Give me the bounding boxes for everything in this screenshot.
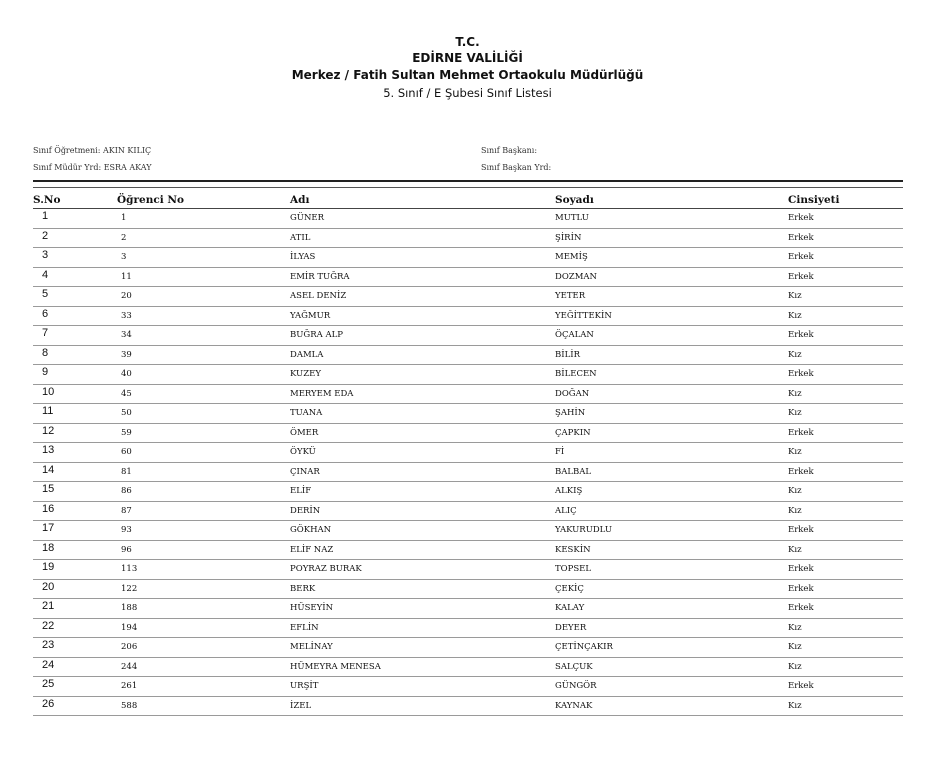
- cell-gender: Erkek: [788, 564, 814, 574]
- cell-student-no: 20: [121, 291, 132, 301]
- cell-student-no: 11: [121, 271, 132, 282]
- cell-name: EMİR TUĞRA: [290, 271, 350, 282]
- table-row: [0, 424, 935, 444]
- cell-name: DERİN: [290, 505, 321, 516]
- cell-gender: Kız: [788, 310, 802, 321]
- cell-student-no: 113: [121, 564, 138, 574]
- cell-surname: ÇEKİÇ: [555, 583, 584, 594]
- table-row: [0, 658, 935, 678]
- cell-name: ELİF NAZ: [290, 544, 334, 555]
- cell-surname: ŞİRİN: [555, 232, 582, 243]
- cell-sno: 12: [42, 424, 55, 437]
- cell-surname: GÜNGÖR: [555, 681, 597, 691]
- cell-surname: BİLİR: [555, 349, 581, 360]
- cell-surname: YEĞİTTEKİN: [555, 310, 612, 321]
- cell-sno: 2: [42, 229, 49, 242]
- cell-sno: 3: [42, 249, 49, 261]
- cell-sno: 24: [42, 658, 55, 671]
- table-row: [0, 677, 935, 697]
- table-row: [0, 443, 935, 463]
- cell-sno: 19: [42, 561, 55, 573]
- meta-vice-principal: Sınıf Müdür Yrd: ESRA AKAY: [33, 163, 152, 172]
- cell-student-no: 96: [121, 544, 132, 555]
- cell-gender: Kız: [788, 349, 802, 360]
- cell-sno: 11: [42, 405, 54, 417]
- cell-gender: Erkek: [788, 603, 814, 613]
- cell-student-no: 122: [121, 583, 138, 594]
- cell-sno: 14: [42, 463, 55, 476]
- cell-surname: ÇETİNÇAKIR: [555, 642, 613, 652]
- cell-name: ÇINAR: [290, 466, 320, 477]
- cell-surname: ÖÇALAN: [555, 330, 594, 340]
- header-tc: T.C.: [455, 35, 480, 49]
- cell-name: ASEL DENİZ: [290, 291, 347, 301]
- cell-student-no: 45: [121, 388, 132, 399]
- cell-student-no: 33: [121, 310, 132, 321]
- cell-name: KUZEY: [290, 369, 321, 379]
- cell-sno: 1: [42, 210, 49, 222]
- table-row: [0, 482, 935, 502]
- table-row: [0, 385, 935, 405]
- cell-surname: Fİ: [555, 447, 565, 457]
- cell-surname: ALKIŞ: [555, 486, 583, 496]
- cell-student-no: 588: [121, 700, 138, 711]
- cell-surname: TOPSEL: [555, 564, 592, 574]
- cell-gender: Erkek: [788, 330, 814, 340]
- cell-gender: Erkek: [788, 525, 814, 535]
- table-row: [0, 502, 935, 522]
- header-class-list-title: 5. Sınıf / E Şubesi Sınıf Listesi: [383, 86, 552, 100]
- cell-surname: YETER: [555, 291, 586, 301]
- cell-sno: 23: [42, 639, 55, 651]
- cell-sno: 18: [42, 541, 55, 554]
- cell-name: GÜNER: [290, 213, 324, 223]
- meta-teacher: Sınıf Öğretmeni: AKIN KILIÇ: [33, 146, 152, 155]
- cell-gender: Kız: [788, 700, 802, 711]
- cell-gender: Kız: [788, 505, 802, 516]
- cell-student-no: 87: [121, 505, 132, 516]
- cell-gender: Erkek: [788, 583, 814, 594]
- cell-gender: Kız: [788, 661, 802, 672]
- cell-surname: BİLECEN: [555, 369, 597, 379]
- cell-name: İZEL: [290, 700, 312, 711]
- table-row: [0, 560, 935, 580]
- cell-sno: 5: [42, 288, 49, 300]
- cell-surname: DEYER: [555, 622, 587, 633]
- table-row: [0, 599, 935, 619]
- cell-gender: Kız: [788, 291, 802, 301]
- cell-student-no: 81: [121, 466, 132, 477]
- table-row: [0, 619, 935, 639]
- cell-gender: Kız: [788, 486, 802, 496]
- cell-sno: 10: [42, 385, 55, 398]
- cell-sno: 13: [42, 444, 55, 456]
- cell-sno: 7: [42, 327, 49, 339]
- cell-name: ATIL: [290, 232, 311, 243]
- meta-class-president: Sınıf Başkanı:: [481, 146, 538, 155]
- cell-student-no: 40: [121, 369, 132, 379]
- cell-name: MELİNAY: [290, 642, 333, 652]
- cell-name: YAĞMUR: [290, 310, 331, 321]
- cell-gender: Kız: [788, 544, 802, 555]
- cell-name: URŞİT: [290, 681, 319, 691]
- cell-student-no: 194: [121, 622, 138, 633]
- cell-sno: 26: [42, 697, 55, 710]
- divider-thin: [33, 187, 903, 188]
- cell-sno: 17: [42, 522, 55, 534]
- cell-name: POYRAZ BURAK: [290, 564, 362, 574]
- table-row: [0, 521, 935, 541]
- student-table-body: [0, 209, 935, 716]
- cell-surname: DOĞAN: [555, 388, 590, 399]
- table-row: [0, 365, 935, 385]
- cell-student-no: 3: [121, 252, 127, 262]
- table-row: [0, 697, 935, 717]
- cell-name: ELİF: [290, 486, 312, 496]
- table-row: [0, 326, 935, 346]
- cell-surname: KAYNAK: [555, 700, 593, 711]
- cell-name: BUĞRA ALP: [290, 330, 343, 340]
- cell-name: BERK: [290, 583, 316, 594]
- cell-sno: 20: [42, 580, 55, 593]
- cell-name: TUANA: [290, 408, 323, 418]
- cell-gender: Erkek: [788, 213, 814, 223]
- table-row: [0, 307, 935, 327]
- table-row: [0, 638, 935, 658]
- cell-surname: ŞAHİN: [555, 408, 586, 418]
- cell-student-no: 59: [121, 427, 132, 438]
- cell-name: GÖKHAN: [290, 525, 332, 535]
- header-school: Merkez / Fatih Sultan Mehmet Ortaokulu Müdürlüğü: [291, 68, 644, 82]
- column-header-sno: S.No: [33, 194, 61, 206]
- cell-surname: MUTLU: [555, 213, 589, 223]
- cell-surname: DOZMAN: [555, 271, 597, 282]
- cell-surname: ALIÇ: [555, 505, 577, 516]
- cell-name: DAMLA: [290, 349, 324, 360]
- cell-gender: Kız: [788, 447, 802, 457]
- cell-student-no: 206: [121, 642, 138, 652]
- cell-sno: 22: [42, 619, 55, 632]
- cell-sno: 16: [42, 502, 55, 515]
- cell-surname: SALÇUK: [555, 661, 593, 672]
- column-header-surname: Soyadı: [555, 194, 594, 206]
- cell-student-no: 60: [121, 447, 132, 457]
- cell-sno: 8: [42, 346, 49, 359]
- cell-name: ÖMER: [290, 427, 319, 438]
- cell-student-no: 86: [121, 486, 132, 496]
- table-row: [0, 463, 935, 483]
- cell-surname: KESKİN: [555, 544, 591, 555]
- cell-student-no: 261: [121, 681, 138, 691]
- cell-student-no: 34: [121, 330, 132, 340]
- cell-surname: ÇAPKIN: [555, 427, 591, 438]
- cell-surname: YAKURUDLU: [555, 525, 613, 535]
- table-row: [0, 287, 935, 307]
- table-row: [0, 580, 935, 600]
- cell-student-no: 39: [121, 349, 132, 360]
- cell-sno: 25: [42, 678, 55, 690]
- cell-student-no: 1: [121, 213, 127, 223]
- cell-gender: Kız: [788, 642, 802, 652]
- cell-name: ÖYKÜ: [290, 447, 316, 457]
- cell-gender: Erkek: [788, 232, 814, 243]
- column-header-student-no: Öğrenci No: [117, 194, 184, 206]
- cell-gender: Kız: [788, 388, 802, 399]
- table-row: [0, 404, 935, 424]
- cell-gender: Erkek: [788, 681, 814, 691]
- cell-sno: 6: [42, 307, 49, 320]
- cell-student-no: 244: [121, 661, 138, 672]
- divider-thick: [33, 180, 903, 182]
- meta-class-vice-president: Sınıf Başkan Yrd:: [481, 163, 552, 172]
- cell-name: İLYAS: [290, 252, 316, 262]
- cell-gender: Erkek: [788, 369, 814, 379]
- cell-sno: 21: [42, 600, 55, 612]
- cell-name: HÜSEYİN: [290, 603, 334, 613]
- cell-name: EFLİN: [290, 622, 319, 633]
- table-row: [0, 541, 935, 561]
- cell-sno: 15: [42, 483, 55, 495]
- cell-name: HÜMEYRA MENESA: [290, 661, 381, 672]
- cell-sno: 4: [42, 268, 49, 281]
- cell-sno: 9: [42, 366, 49, 378]
- table-row: [0, 268, 935, 288]
- cell-student-no: 188: [121, 603, 138, 613]
- cell-student-no: 2: [121, 232, 127, 243]
- cell-surname: BALBAL: [555, 466, 592, 477]
- cell-gender: Erkek: [788, 427, 814, 438]
- cell-gender: Erkek: [788, 252, 814, 262]
- column-header-gender: Cinsiyeti: [788, 194, 840, 206]
- cell-gender: Kız: [788, 408, 802, 418]
- cell-gender: Erkek: [788, 466, 814, 477]
- cell-gender: Erkek: [788, 271, 814, 282]
- cell-student-no: 93: [121, 525, 132, 535]
- cell-surname: MEMİŞ: [555, 252, 588, 262]
- table-row: [0, 346, 935, 366]
- column-header-name: Adı: [290, 194, 310, 206]
- table-row: [0, 229, 935, 249]
- cell-student-no: 50: [121, 408, 132, 418]
- table-row: [0, 209, 935, 229]
- cell-name: MERYEM EDA: [290, 388, 354, 399]
- cell-gender: Kız: [788, 622, 802, 633]
- header-governorship: EDİRNE VALİLİĞİ: [412, 51, 523, 65]
- cell-surname: KALAY: [555, 603, 585, 613]
- table-row: [0, 248, 935, 268]
